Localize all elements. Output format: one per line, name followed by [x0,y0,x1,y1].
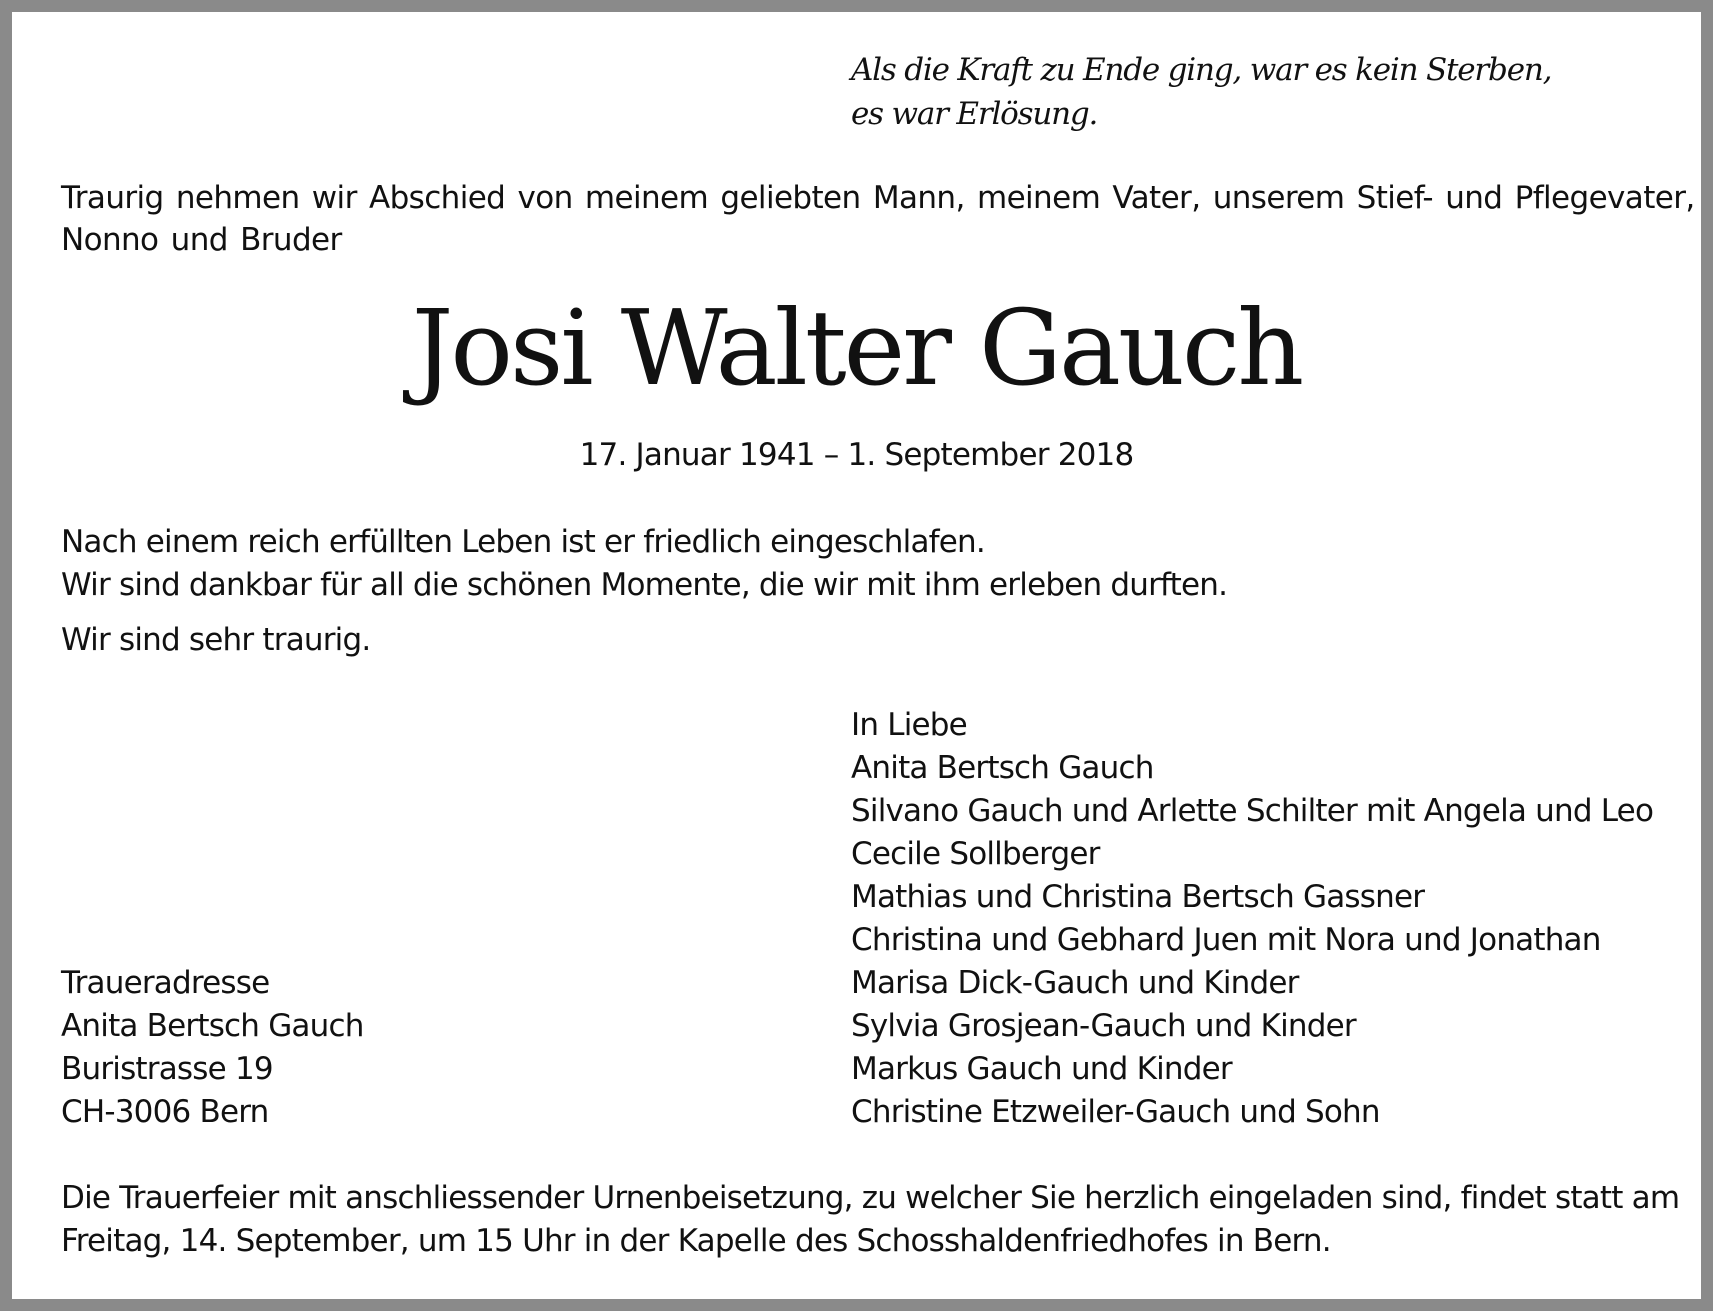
mourner-name: Markus Gauch und Kinder [851,1051,1232,1087]
mourner-name: Cecile Sollberger [851,836,1100,872]
mourner-name: Marisa Dick-Gauch und Kinder [851,965,1299,1001]
mourners-heading: In Liebe [851,707,967,743]
intro-line-1: Traurig nehmen wir Abschied von meinem geliebten Mann, meinem Vater, unserem Stief- und Pflegevater, [61,180,1695,216]
mourner-name: Christine Etzweiler-Gauch und Sohn [851,1094,1380,1130]
message-closing: Wir sind sehr traurig. [61,622,371,658]
mourner-name: Anita Bertsch Gauch [851,750,1154,786]
address-street: Buristrasse 19 [61,1051,273,1087]
message-line-1: Nach einem reich erfüllten Leben ist er friedlich eingeschlafen. [61,524,985,560]
mourner-name: Sylvia Grosjean-Gauch und Kinder [851,1008,1356,1044]
address-label: Traueradresse [61,965,270,1001]
mourners-list [851,704,1653,1134]
mourner-name: Christina und Gebhard Juen mit Nora und Jonathan [851,922,1601,958]
life-dates: 17. Januar 1941 – 1. September 2018 [579,437,1134,473]
service-line-1: Die Trauerfeier mit anschliessender Urnenbeisetzung, zu welcher Sie herzlich eingeladen sind, findet statt am [61,1180,1680,1216]
address-name: Anita Bertsch Gauch [61,1008,364,1044]
motto-quote [851,48,1551,136]
mourner-name: Silvano Gauch und Arlette Schilter mit Angela und Leo [851,793,1654,829]
motto-line-2: es war Erlösung. [851,96,1098,132]
funeral-service-info [61,1177,1679,1263]
motto-line-1: Als die Kraft zu Ende ging, war es kein Sterben, [851,52,1552,88]
mourning-address [61,962,364,1134]
intro-line-2: Nonno und Bruder [61,222,342,258]
message-paragraph [61,521,1227,607]
deceased-name: Josi Walter Gauch [411,287,1302,409]
message-line-2: Wir sind dankbar für all die schönen Momente, die wir mit ihm erleben durften. [61,567,1228,603]
address-city: CH-3006 Bern [61,1094,269,1130]
intro-text [61,177,1695,261]
service-line-2: Freitag, 14. September, um 15 Uhr in der Kapelle des Schosshaldenfriedhofes in Bern. [61,1223,1331,1259]
mourner-name: Mathias und Christina Bertsch Gassner [851,879,1425,915]
